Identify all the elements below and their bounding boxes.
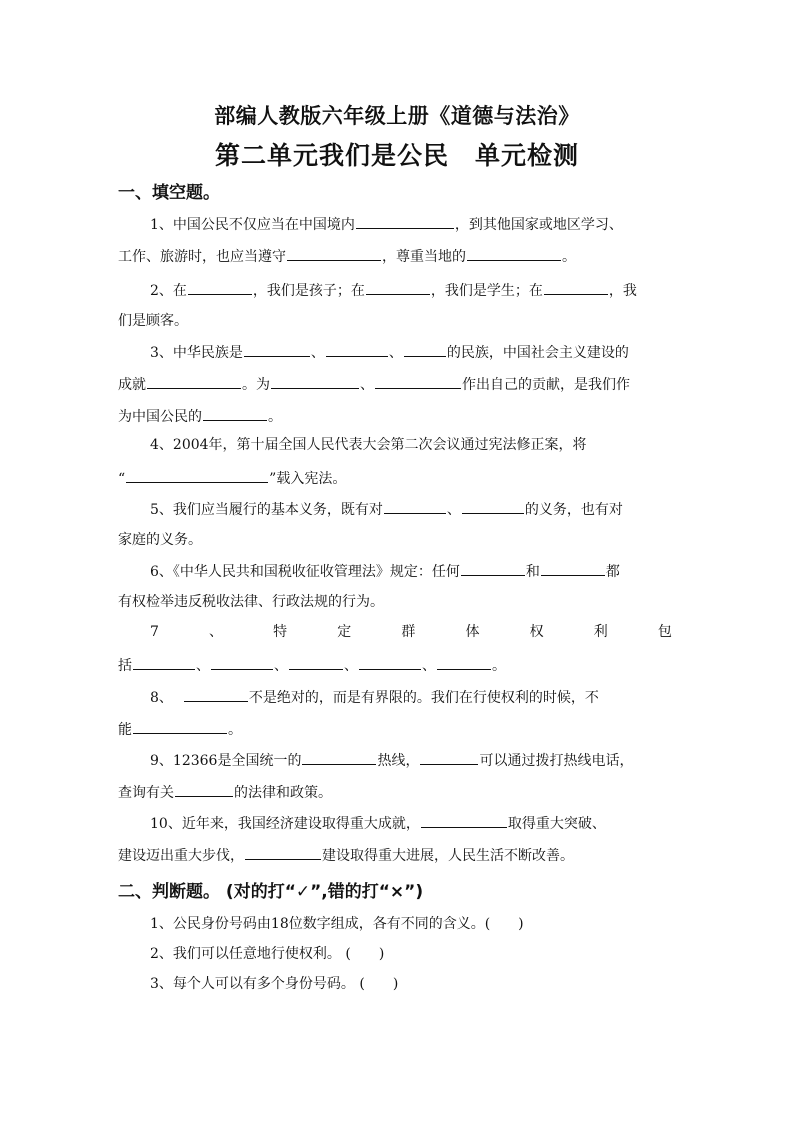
text: “ xyxy=(118,471,126,487)
answer-blank[interactable] xyxy=(302,747,376,765)
answer-blank[interactable] xyxy=(462,496,524,514)
text: 。 xyxy=(228,722,242,738)
question-7-line-1 xyxy=(118,620,680,644)
text: 取得重大突破、 xyxy=(507,816,606,832)
text: ”载入宪法。 xyxy=(269,471,347,487)
question-9-line-2 xyxy=(118,779,680,803)
text: 、 xyxy=(274,658,288,674)
text: 利 xyxy=(593,624,608,640)
text: 2、在 xyxy=(150,283,187,299)
text: 能 xyxy=(118,722,132,738)
question-10-line-1 xyxy=(118,810,712,834)
text: 、 xyxy=(196,658,210,674)
answer-blank[interactable] xyxy=(359,652,421,670)
text: 。 xyxy=(492,658,506,674)
text: 都 xyxy=(605,564,620,580)
unit-title-main: 第二单元我们是公民 xyxy=(214,141,449,170)
text: 8、 xyxy=(150,690,173,706)
text: 。 xyxy=(562,249,576,265)
text: 热线， xyxy=(377,753,420,769)
answer-blank[interactable] xyxy=(404,339,446,357)
text: ，尊重当地的 xyxy=(382,249,466,265)
text: 、 xyxy=(310,345,325,361)
answer-blank[interactable] xyxy=(211,652,273,670)
answer-blank[interactable] xyxy=(356,211,454,229)
text: 、 xyxy=(360,377,374,393)
text: 、 xyxy=(209,624,224,640)
text: 4、2004年，第十届全国人民代表大会第二次会议通过宪法修正案，将 xyxy=(150,437,587,453)
question-5-line-2 xyxy=(118,528,680,552)
text: 不是绝对的，而是有界限的。我们在行使权利的时候，不 xyxy=(248,690,599,706)
question-6-line-1 xyxy=(118,558,712,582)
unit-title-sub: 单元检测 xyxy=(475,141,580,170)
answer-blank[interactable] xyxy=(289,652,343,670)
answer-blank[interactable] xyxy=(541,558,605,576)
answer-blank[interactable] xyxy=(126,465,268,483)
unit-title xyxy=(0,136,794,172)
text: 群 xyxy=(401,624,416,640)
answer-blank[interactable] xyxy=(188,277,252,295)
answer-blank[interactable] xyxy=(366,277,430,295)
answer-blank[interactable] xyxy=(326,339,388,357)
text: 的法律和政策。 xyxy=(234,785,332,801)
answer-blank[interactable] xyxy=(375,371,461,389)
answer-blank[interactable] xyxy=(420,747,478,765)
text: 成就 xyxy=(118,377,146,393)
question-5-line-1 xyxy=(118,496,712,520)
question-4-line-2 xyxy=(118,465,680,489)
question-8-line-2 xyxy=(118,716,680,740)
text: 、 xyxy=(344,658,358,674)
question-1-line-2 xyxy=(118,243,680,267)
answer-blank[interactable] xyxy=(271,371,359,389)
judge-item: 2、我们可以任意地行使权利。 ( ) xyxy=(150,946,385,962)
text: 7 xyxy=(150,624,159,640)
document-title: 部编人教版六年级上册《道德与法治》 xyxy=(214,104,580,128)
question-7-line-2 xyxy=(118,652,680,676)
question-10-line-2 xyxy=(118,842,680,866)
text: ，我们是孩子；在 xyxy=(252,283,365,299)
answer-blank[interactable] xyxy=(287,243,381,261)
text: 体 xyxy=(465,624,480,640)
text: 权 xyxy=(529,624,544,640)
text: 建设迈出重大步伐， xyxy=(118,848,244,864)
answer-blank[interactable] xyxy=(544,277,608,295)
judge-item: 1、公民身份号码由18位数字组成，各有不同的含义。( ) xyxy=(150,916,524,932)
section-heading-true-false: 二、判断题。 (对的打“✓”,错的打“×”) xyxy=(118,882,424,902)
text: ，我们是学生；在 xyxy=(430,283,543,299)
text: 特 xyxy=(273,624,288,640)
section-heading-fill-blank: 一、填空题。 xyxy=(118,183,220,203)
text: 建设取得重大进展，人民生活不断改善。 xyxy=(322,848,574,864)
answer-blank[interactable] xyxy=(421,810,507,828)
text: 查询有关 xyxy=(118,785,174,801)
text: 5、我们应当履行的基本义务，既有对 xyxy=(150,502,383,518)
answer-blank[interactable] xyxy=(184,684,248,702)
text: 6、《中华人民共和国税收征收管理法》规定：任何 xyxy=(150,564,460,580)
answer-blank[interactable] xyxy=(384,496,446,514)
text: 为中国公民的 xyxy=(118,409,202,425)
text: 、 xyxy=(422,658,436,674)
text: 。为 xyxy=(242,377,270,393)
text: ，我 xyxy=(608,283,637,299)
text: 3、中华民族是 xyxy=(150,345,243,361)
text: 工作、旅游时，也应当遵守 xyxy=(118,249,286,265)
question-4-line-1 xyxy=(118,433,712,457)
answer-blank[interactable] xyxy=(244,339,310,357)
text: 1、中国公民不仅应当在中国境内 xyxy=(150,217,355,233)
text: 有权检举违反税收法律、行政法规的行为。 xyxy=(118,594,384,610)
question-1-line-1 xyxy=(118,211,712,235)
text: ，到其他国家或地区学习、 xyxy=(454,217,623,233)
question-2-line-1 xyxy=(118,277,712,301)
question-8-line-1 xyxy=(118,684,712,708)
text: 家庭的义务。 xyxy=(118,532,202,548)
question-9-line-1 xyxy=(118,747,712,771)
question-2-line-2 xyxy=(118,309,680,333)
judge-item: 3、每个人可以有多个身份号码。 ( ) xyxy=(150,976,399,992)
text: 、 xyxy=(388,345,403,361)
text: 的民族，中国社会主义建设的 xyxy=(446,345,629,361)
answer-blank[interactable] xyxy=(133,652,195,670)
text: 定 xyxy=(337,624,352,640)
question-6-line-2 xyxy=(118,590,680,614)
text: 。 xyxy=(268,409,282,425)
text: 可以通过拨打热线电话， xyxy=(479,753,634,769)
answer-blank[interactable] xyxy=(133,716,227,734)
answer-blank[interactable] xyxy=(461,558,525,576)
question-3-line-3 xyxy=(118,403,680,427)
text: 和 xyxy=(525,564,540,580)
answer-blank[interactable] xyxy=(437,652,491,670)
answer-blank[interactable] xyxy=(203,403,267,421)
text: 9、12366是全国统一的 xyxy=(150,753,302,769)
answer-blank[interactable] xyxy=(147,371,241,389)
answer-blank[interactable] xyxy=(175,779,233,797)
text: 、 xyxy=(446,502,461,518)
text: 作出自己的贡献，是我们作 xyxy=(462,377,630,393)
text: 10、近年来，我国经济建设取得重大成就， xyxy=(150,816,420,832)
question-3-line-1 xyxy=(118,339,712,363)
answer-blank[interactable] xyxy=(467,243,561,261)
answer-blank[interactable] xyxy=(245,842,321,860)
text: 的义务，也有对 xyxy=(524,502,623,518)
text: 包 xyxy=(657,624,672,640)
text: 括 xyxy=(118,658,132,674)
text: 们是顾客。 xyxy=(118,313,188,329)
question-3-line-2 xyxy=(118,371,680,395)
